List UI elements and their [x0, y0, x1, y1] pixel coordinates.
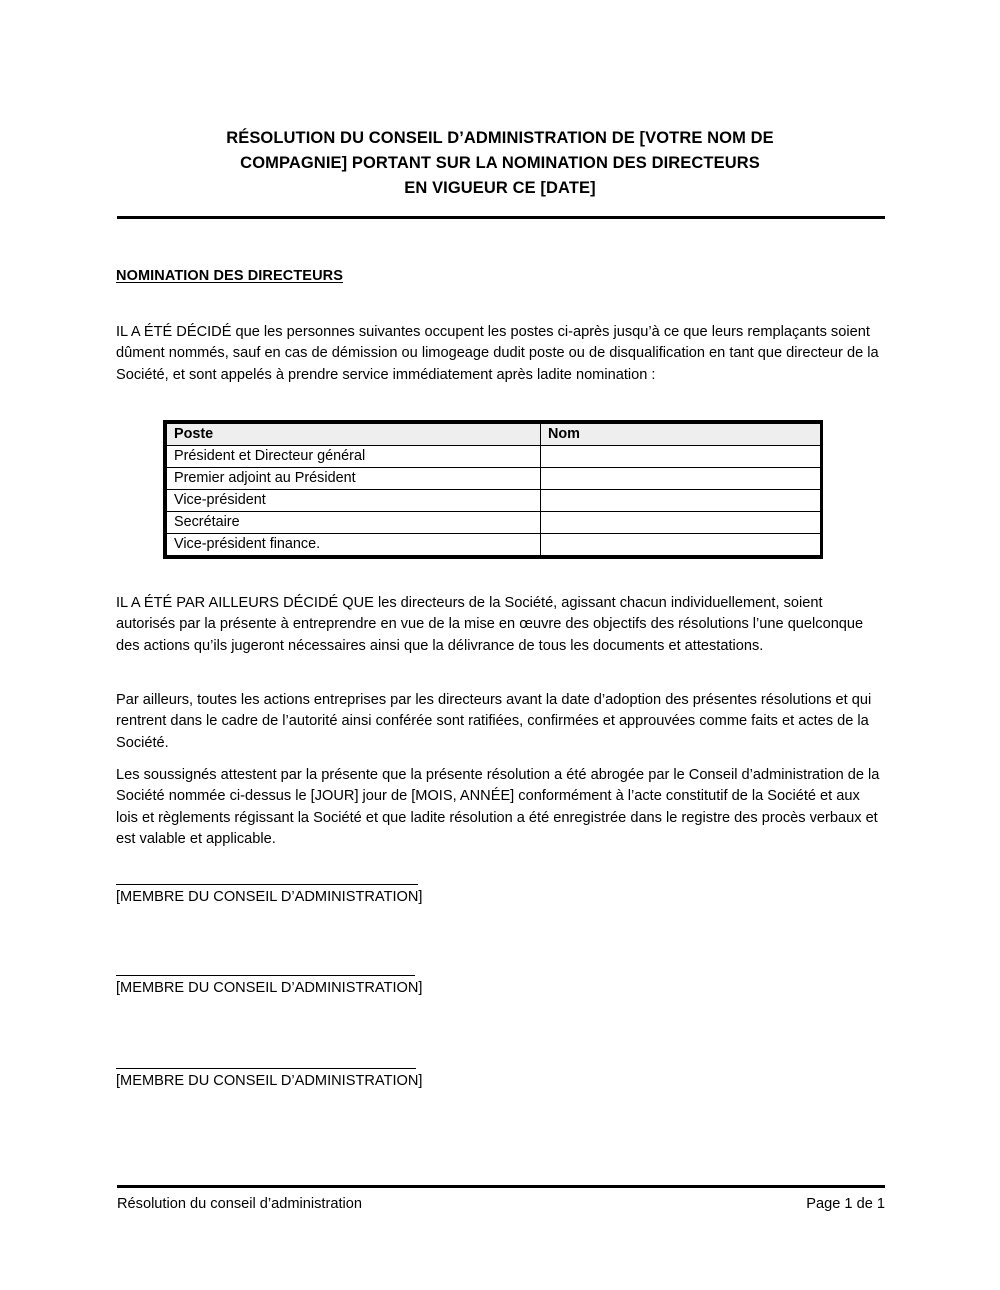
- table-header-row: [167, 424, 821, 446]
- signature-block-1: [116, 884, 536, 908]
- table-cell-nom[interactable]: [541, 512, 821, 534]
- paragraph-intro: IL A ÉTÉ DÉCIDÉ que les personnes suivantes occupent les postes ci-après jusqu’à ce que leurs remplaçants soient dûment nommés, sauf en cas de démission ou limogeage dudit poste ou de disqualification en tant que directeur de la Société, et sont appelés à prendre service immédiatement après ladite nomination :: [116, 323, 879, 383]
- page-footer: [117, 1194, 885, 1214]
- table-row: [167, 534, 821, 556]
- page-title-line-1: RÉSOLUTION DU CONSEIL D’ADMINISTRATION DE [VOTRE NOM DE: [226, 129, 774, 147]
- table-header-poste: Poste: [167, 424, 541, 446]
- section-heading: NOMINATION DES DIRECTEURS: [116, 268, 343, 284]
- footer-divider: [117, 1185, 885, 1188]
- paragraph-ratification: Par ailleurs, toutes les actions entreprises par les directeurs avant la date d’adoption des présentes résolutions et qui rentrent dans le cadre de l’autorité ainsi conférée sont ratifiées, confirmées et approuvées comme faits et actes de la Société.: [116, 691, 872, 751]
- table-cell-nom[interactable]: [541, 534, 821, 556]
- table-cell-nom[interactable]: [541, 468, 821, 490]
- table-row: [167, 490, 821, 512]
- page-title-line-3: EN VIGUEUR CE [DATE]: [404, 179, 596, 197]
- footer-page-number: Page 1 de 1: [806, 1196, 885, 1212]
- page-title: [116, 126, 884, 201]
- footer-document-name: Résolution du conseil d’administration: [117, 1196, 362, 1212]
- page-title-line-2: COMPAGNIE] PORTANT SUR LA NOMINATION DES DIRECTEURS: [240, 154, 760, 172]
- table-row: [167, 512, 821, 534]
- paragraph-attestation: Les soussignés attestent par la présente que la présente résolution a été abrogée par le Conseil d’administration de la Société nommée ci-dessus le [JOUR] jour de [MOIS, ANNÉE] conformément à l’acte constitutif de la Société et aux lois et règlements régissant la Société et que ladite résolution a été enregistrée dans le registre des procès verbaux et est valable et applicable.: [116, 766, 880, 848]
- signature-block-3: [116, 1068, 536, 1092]
- table-cell-poste: Vice-président finance.: [167, 534, 541, 556]
- positions-table: [163, 420, 823, 559]
- table-row: [167, 468, 821, 490]
- signature-label: [MEMBRE DU CONSEIL D’ADMINISTRATION]: [116, 1073, 423, 1089]
- table-row: [167, 446, 821, 468]
- table-cell-nom[interactable]: [541, 490, 821, 512]
- table-cell-poste: Secrétaire: [167, 512, 541, 534]
- paragraph-authorization: IL A ÉTÉ PAR AILLEURS DÉCIDÉ QUE les directeurs de la Société, agissant chacun individuellement, soient autorisés par la présente à entreprendre en vue de la mise en œuvre des objectifs des résolutions l’une quelconque des actions qu’ils jugeront nécessaires ainsi que la délivrance de tous les documents et attestations.: [116, 594, 864, 654]
- signature-block-2: [116, 975, 536, 999]
- table-cell-nom[interactable]: [541, 446, 821, 468]
- table-cell-poste: Vice-président: [167, 490, 541, 512]
- signature-label: [MEMBRE DU CONSEIL D’ADMINISTRATION]: [116, 980, 423, 996]
- signature-label: [MEMBRE DU CONSEIL D’ADMINISTRATION]: [116, 889, 423, 905]
- table-cell-poste: Président et Directeur général: [167, 446, 541, 468]
- table-cell-poste: Premier adjoint au Président: [167, 468, 541, 490]
- title-divider: [117, 216, 885, 219]
- table-header-nom: Nom: [541, 424, 821, 446]
